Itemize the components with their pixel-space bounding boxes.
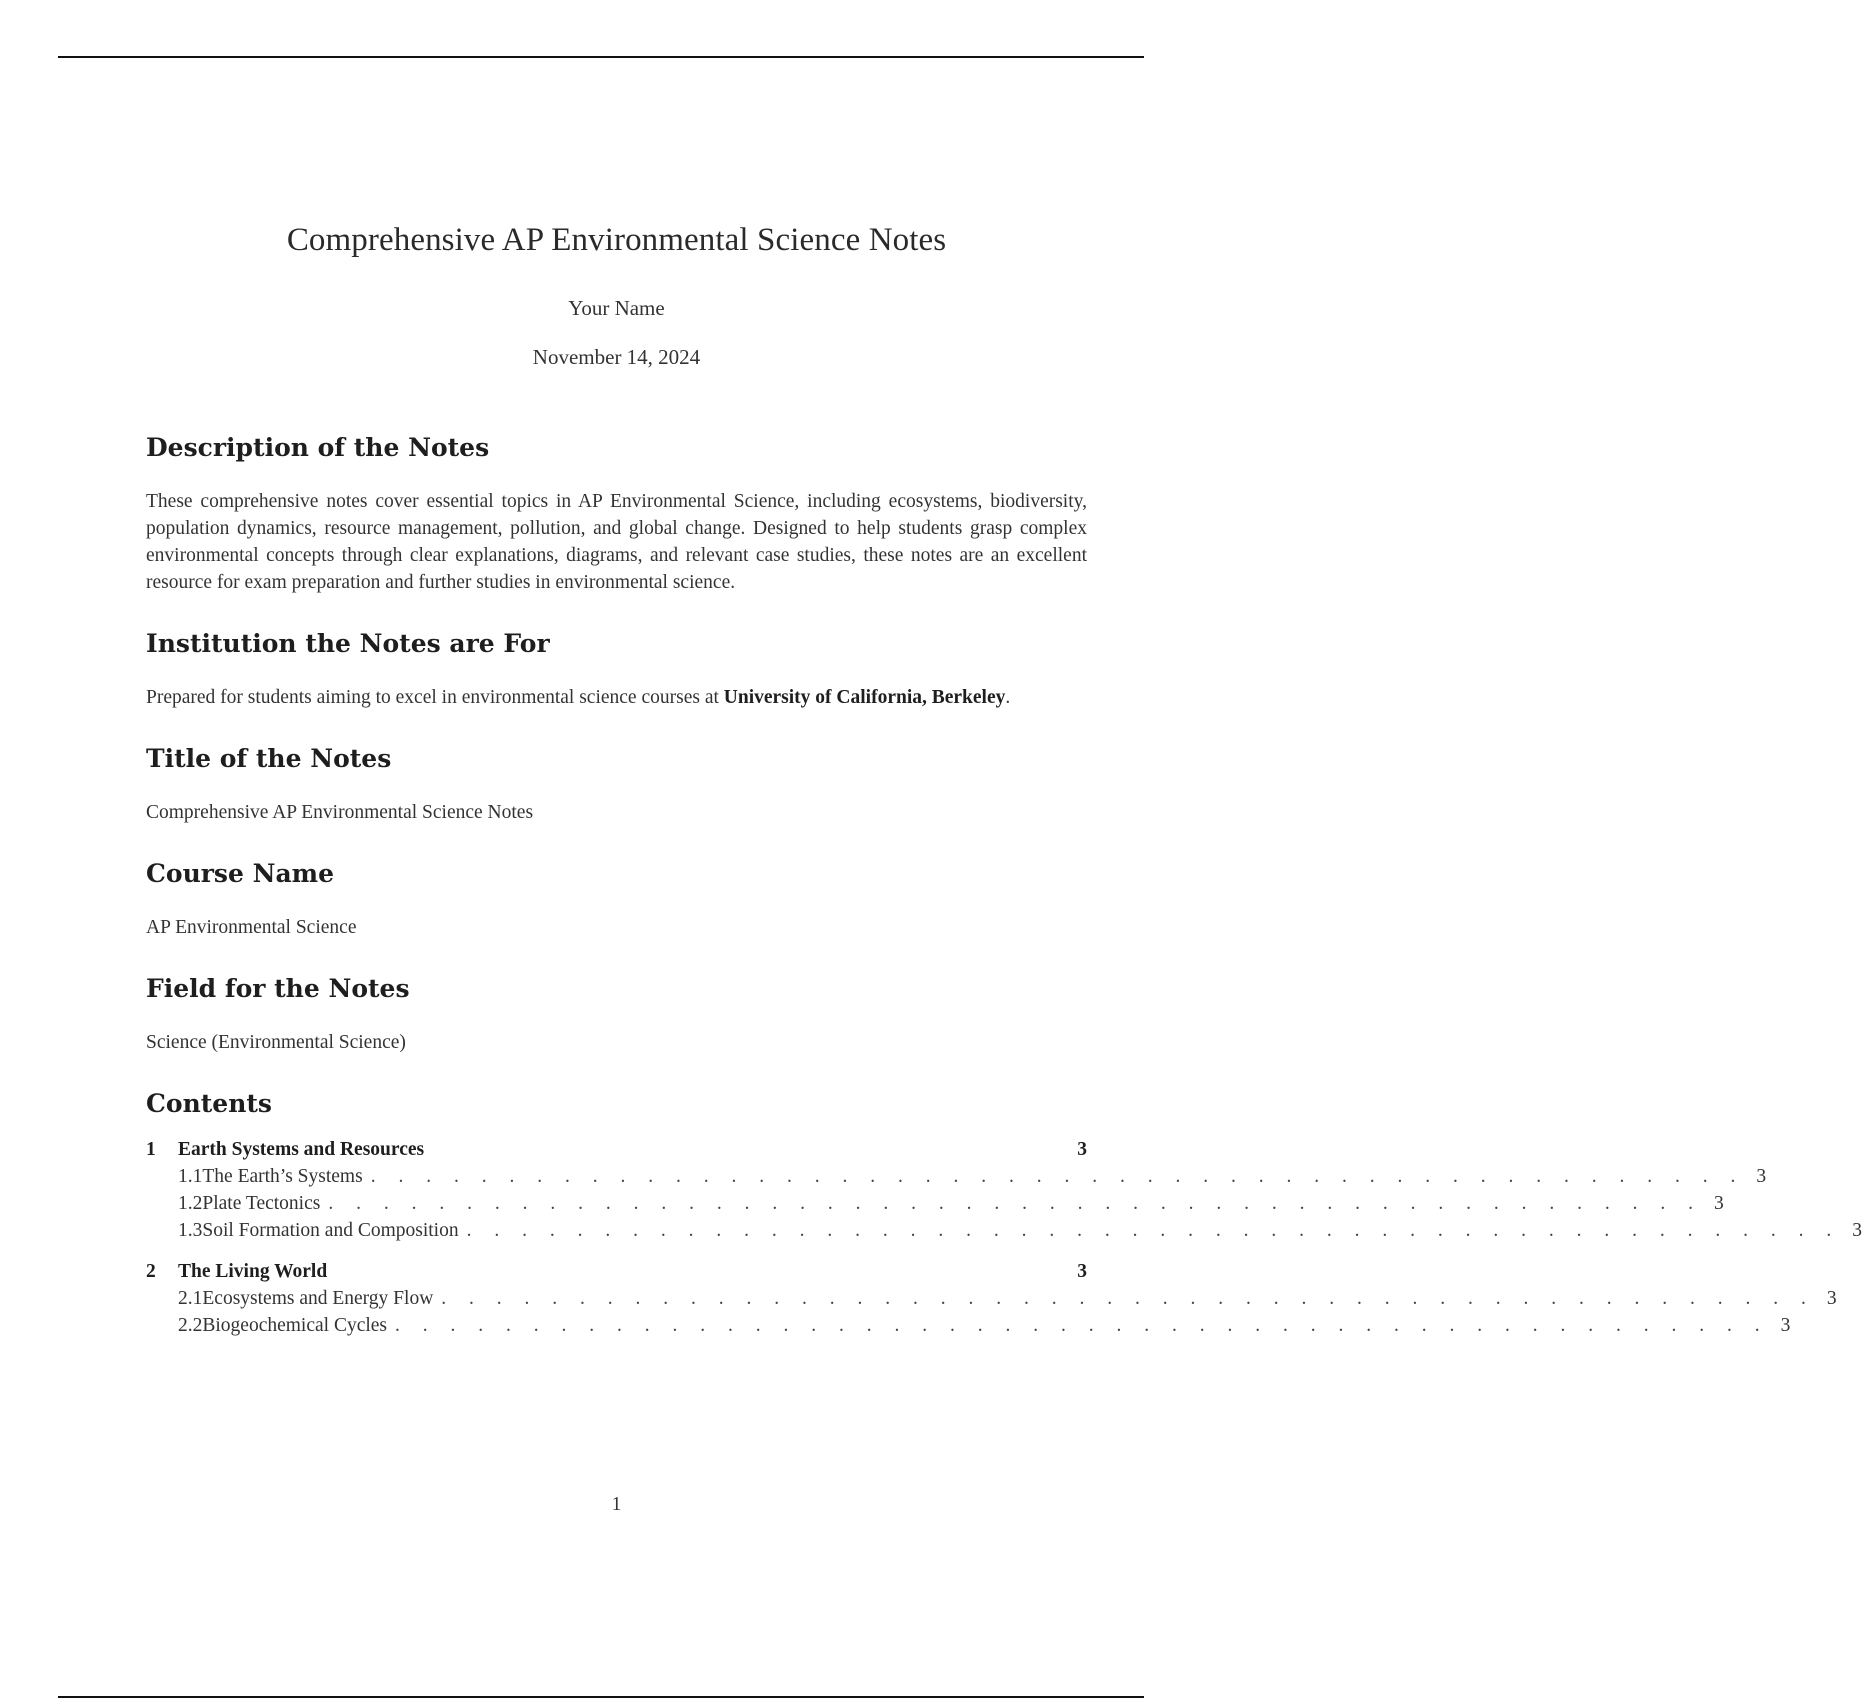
institution-body-prefix: Prepared for students aiming to excel in environmental science courses at — [146, 687, 724, 708]
description-body: These comprehensive notes cover essential topics in AP Environmental Science, including ecosystems, biodiversity, population dynamics, resource management, pollution, and global change. Designed to help students grasp complex environmental concepts through clear explanations, diagrams, and relevant case studies, these notes are an excellent resource for exam preparation and further studies in environmental science. — [146, 491, 1087, 593]
toc-entry-1-1[interactable] — [146, 1163, 1767, 1190]
top-rule — [58, 56, 1144, 58]
document-date: November 14, 2024 — [532, 345, 701, 369]
toc-entry-title: Soil Formation and Composition — [202, 1220, 459, 1241]
institution-name: University of California, Berkeley — [723, 687, 1006, 708]
toc-entry-title: Ecosystems and Energy Flow — [202, 1288, 434, 1309]
toc-entry-title: Biogeochemical Cycles — [202, 1315, 388, 1336]
toc-entry-page: 3 — [1852, 1220, 1862, 1241]
field-body: Science (Environmental Science) — [146, 1032, 406, 1053]
toc-leader-dots: . . . . . . . . . . . . . . . . . . . . . . . . . . . . . . . . . . . . . . . . . . . . . . . . . . — [370, 1166, 1745, 1187]
document-author: Your Name — [568, 296, 665, 320]
toc-entry-1-3[interactable] — [146, 1217, 1862, 1244]
toc-entry-1-2[interactable] — [146, 1190, 1724, 1217]
toc-entry-page: 3 — [1826, 1288, 1837, 1309]
institution-body — [146, 684, 1087, 711]
toc-entry-page: 3 — [1756, 1166, 1767, 1187]
toc-entry-number: 1.1 — [178, 1166, 203, 1187]
toc-entry-number: 1 — [146, 1139, 156, 1160]
document-title: Comprehensive AP Environmental Science Notes — [286, 222, 947, 258]
toc-entry-title: Plate Tectonics — [202, 1193, 321, 1214]
toc-leader-dots: . . . . . . . . . . . . . . . . . . . . . . . . . . . . . . . . . . . . . . . . . . . . . . . . . . — [395, 1315, 1769, 1336]
toc-chapter — [146, 1136, 1862, 1244]
toc-entry-2-1[interactable] — [146, 1285, 1837, 1312]
toc-entry-title: The Earth’s Systems — [202, 1166, 363, 1187]
toc-entry-number: 1.2 — [178, 1193, 203, 1214]
toc-entry-chapter-2[interactable] — [146, 1258, 1087, 1285]
toc-entry-page: 3 — [1077, 1261, 1087, 1282]
toc-chapter — [146, 1258, 1837, 1339]
institution-heading: Institution the Notes are For — [146, 629, 550, 658]
toc-entry-chapter-1[interactable] — [146, 1136, 1087, 1163]
notes-title-body: Comprehensive AP Environmental Science Notes — [146, 802, 534, 823]
field-heading: Field for the Notes — [146, 974, 410, 1003]
toc-entry-page: 3 — [1713, 1193, 1724, 1214]
description-heading: Description of the Notes — [146, 433, 490, 462]
bottom-rule — [58, 1696, 1144, 1698]
course-name-body: AP Environmental Science — [146, 917, 357, 938]
toc-leader-dots: . . . . . . . . . . . . . . . . . . . . . . . . . . . . . . . . . . . . . . . . . . . . . . . . . . — [466, 1220, 1841, 1241]
toc-entry-number: 1.3 — [178, 1220, 203, 1241]
toc-heading: Contents — [146, 1089, 273, 1118]
toc-entry-title: Earth Systems and Resources — [178, 1139, 425, 1160]
toc-entry-number: 2.1 — [178, 1288, 203, 1309]
institution-body-suffix: . — [1005, 687, 1011, 708]
toc-entry-number: 2.2 — [178, 1315, 203, 1336]
toc-entry-number: 2 — [146, 1261, 156, 1282]
document-content — [146, 430, 1862, 1353]
notes-title-heading: Title of the Notes — [146, 744, 392, 773]
toc-leader-dots: . . . . . . . . . . . . . . . . . . . . . . . . . . . . . . . . . . . . . . . . . . . . . . . . . . — [328, 1193, 1702, 1214]
course-name-heading: Course Name — [146, 859, 335, 888]
toc-leader-dots: . . . . . . . . . . . . . . . . . . . . . . . . . . . . . . . . . . . . . . . . . . . . . . . . . . — [441, 1288, 1815, 1309]
page-number: 1 — [611, 1494, 622, 1515]
toc-entry-2-2[interactable] — [146, 1312, 1791, 1339]
table-of-contents — [146, 1136, 1862, 1339]
toc-entry-page: 3 — [1077, 1139, 1087, 1160]
toc-entry-page: 3 — [1780, 1315, 1791, 1336]
toc-entry-title: The Living World — [178, 1261, 328, 1282]
